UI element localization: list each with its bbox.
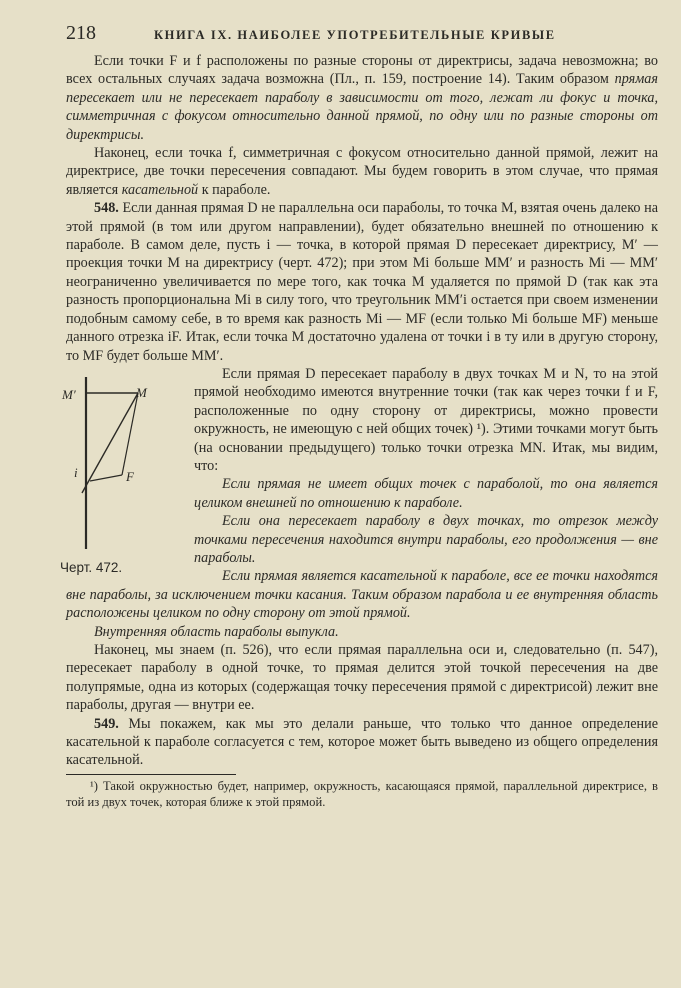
paragraph-7: Если прямая является касательной к параболе, все ее точки находятся вне параболы, за исключением точки касания. Таким образом парабола и ее внутренняя область расположены целиком по одну сторону от этой прямой. bbox=[66, 568, 658, 622]
section-number: 548. bbox=[94, 200, 119, 217]
label-f: F bbox=[126, 468, 134, 484]
paragraph-6: Если она пересекает параболу в двух точках, то отрезок между точками пересечения находится внутри параболы, его продолжения — вне параболы. bbox=[194, 513, 658, 566]
term-tangent: касательной bbox=[121, 181, 199, 198]
label-i: i bbox=[74, 464, 78, 480]
page-header bbox=[66, 22, 651, 52]
main-text bbox=[60, 52, 658, 770]
paragraph-549: 549. Мы покажем, как мы это делали раньше, что только что данное определение касательной к параболе согласуется с тем, которое может быть выведено из общего определения касательной. bbox=[66, 715, 658, 769]
figure-caption: Черт. 472. bbox=[60, 559, 123, 575]
label-m: M bbox=[136, 384, 147, 400]
page-number: 218 bbox=[66, 22, 96, 44]
footnote: ¹) Такой окружностью будет, например, окружность, касающаяся прямой, параллельной директрисе, в той из двух точек, которая ближе к этой прямой. bbox=[66, 778, 658, 809]
paragraph-9: Наконец, мы знаем (п. 526), что если прямая параллельна оси и, следовательно (п. 547), пересекает параболу в одной точке, то прямая делится этой точкой пересечения на две полупрямые, одна из которых (содержащая точку пересечения прямой с директрисой) лежит вне параболы, другая — внутри ее. bbox=[66, 642, 658, 714]
footnote-rule bbox=[66, 774, 236, 775]
paragraph-4: Если прямая D пересекает параболу в двух точках M и N, то на этой прямой необходимо имеются внутренние точки (так как через точки f и F, расположенные по одну сторону от директрисы, можно провести окружность, не имеющую с ней общих точек) ¹). Этими точками могут быть (на основании предыдущего) только точки отрезка MN. Итак, мы видим, что: bbox=[194, 365, 658, 474]
paragraph-8: Внутренняя область параболы выпукла. bbox=[94, 623, 339, 640]
section-number: 549. bbox=[94, 715, 119, 732]
italic-statement: прямая пересекает или не пересекает параболу в зависимости от того, лежат ли фокус и точка, симметричная с фокусом относительно данной прямой, по одну или по разные стороны от директрисы. bbox=[66, 71, 658, 143]
paragraph-2: Наконец, если точка f, симметричная с фокусом относительно данной прямой, лежит на директрисе, две точки пересечения совпадают. Мы будем говорить в этом случае, что прямая является касательной к параболе. bbox=[66, 145, 658, 198]
label-m-prime: M′ bbox=[62, 386, 76, 402]
segment-if bbox=[90, 475, 122, 481]
segment-mf bbox=[122, 393, 138, 475]
paragraph-1: Если точки F и f расположены по разные стороны от директрисы, задача невозможна; во всех остальных случаях задача возможна (Пл., п. 159, построение 14). Таким образом прямая пересекает или не пересекает параболу в зависимости от того, лежат ли фокус и точка, симметричная с фокусом относительно данной прямой, по одну или по разные стороны от директрисы. bbox=[66, 53, 658, 143]
paragraph-548: 548. Если данная прямая D не параллельна оси параболы, то точка M, взятая очень далеко на этой прямой (в том или другом направлении), будет обязательно внешней по отношению к параболе. В самом деле, пусть i — точка, в которой прямая D пересекает директрису, M′ — проекция точки M на директрису (черт. 472); при этом Mi больше MM′ и разность Mi — MM′ неограниченно увеличивается по мере того, как точка M удаляется по прямой D (так как эта разность пропорциональна Mi в силу того, что треугольник MM′i остается при своем изменении подобным самому себе, в то время как разность Mi — MF (если только Mi больше MF) меньше данного отрезка iF. Итак, если точка M достаточно удалена от точки i в ту или в другую сторону, то MF будет больше MM′. bbox=[66, 200, 658, 364]
running-title: КНИГА IX. НАИБОЛЕЕ УПОТРЕБИТЕЛЬНЫЕ КРИВЫЕ bbox=[154, 28, 556, 42]
figure-drawing bbox=[60, 369, 180, 559]
figure-472 bbox=[60, 369, 180, 579]
paragraph-5: Если прямая не имеет общих точек с параболой, то она является целиком внешней по отношению к параболе. bbox=[194, 476, 658, 511]
